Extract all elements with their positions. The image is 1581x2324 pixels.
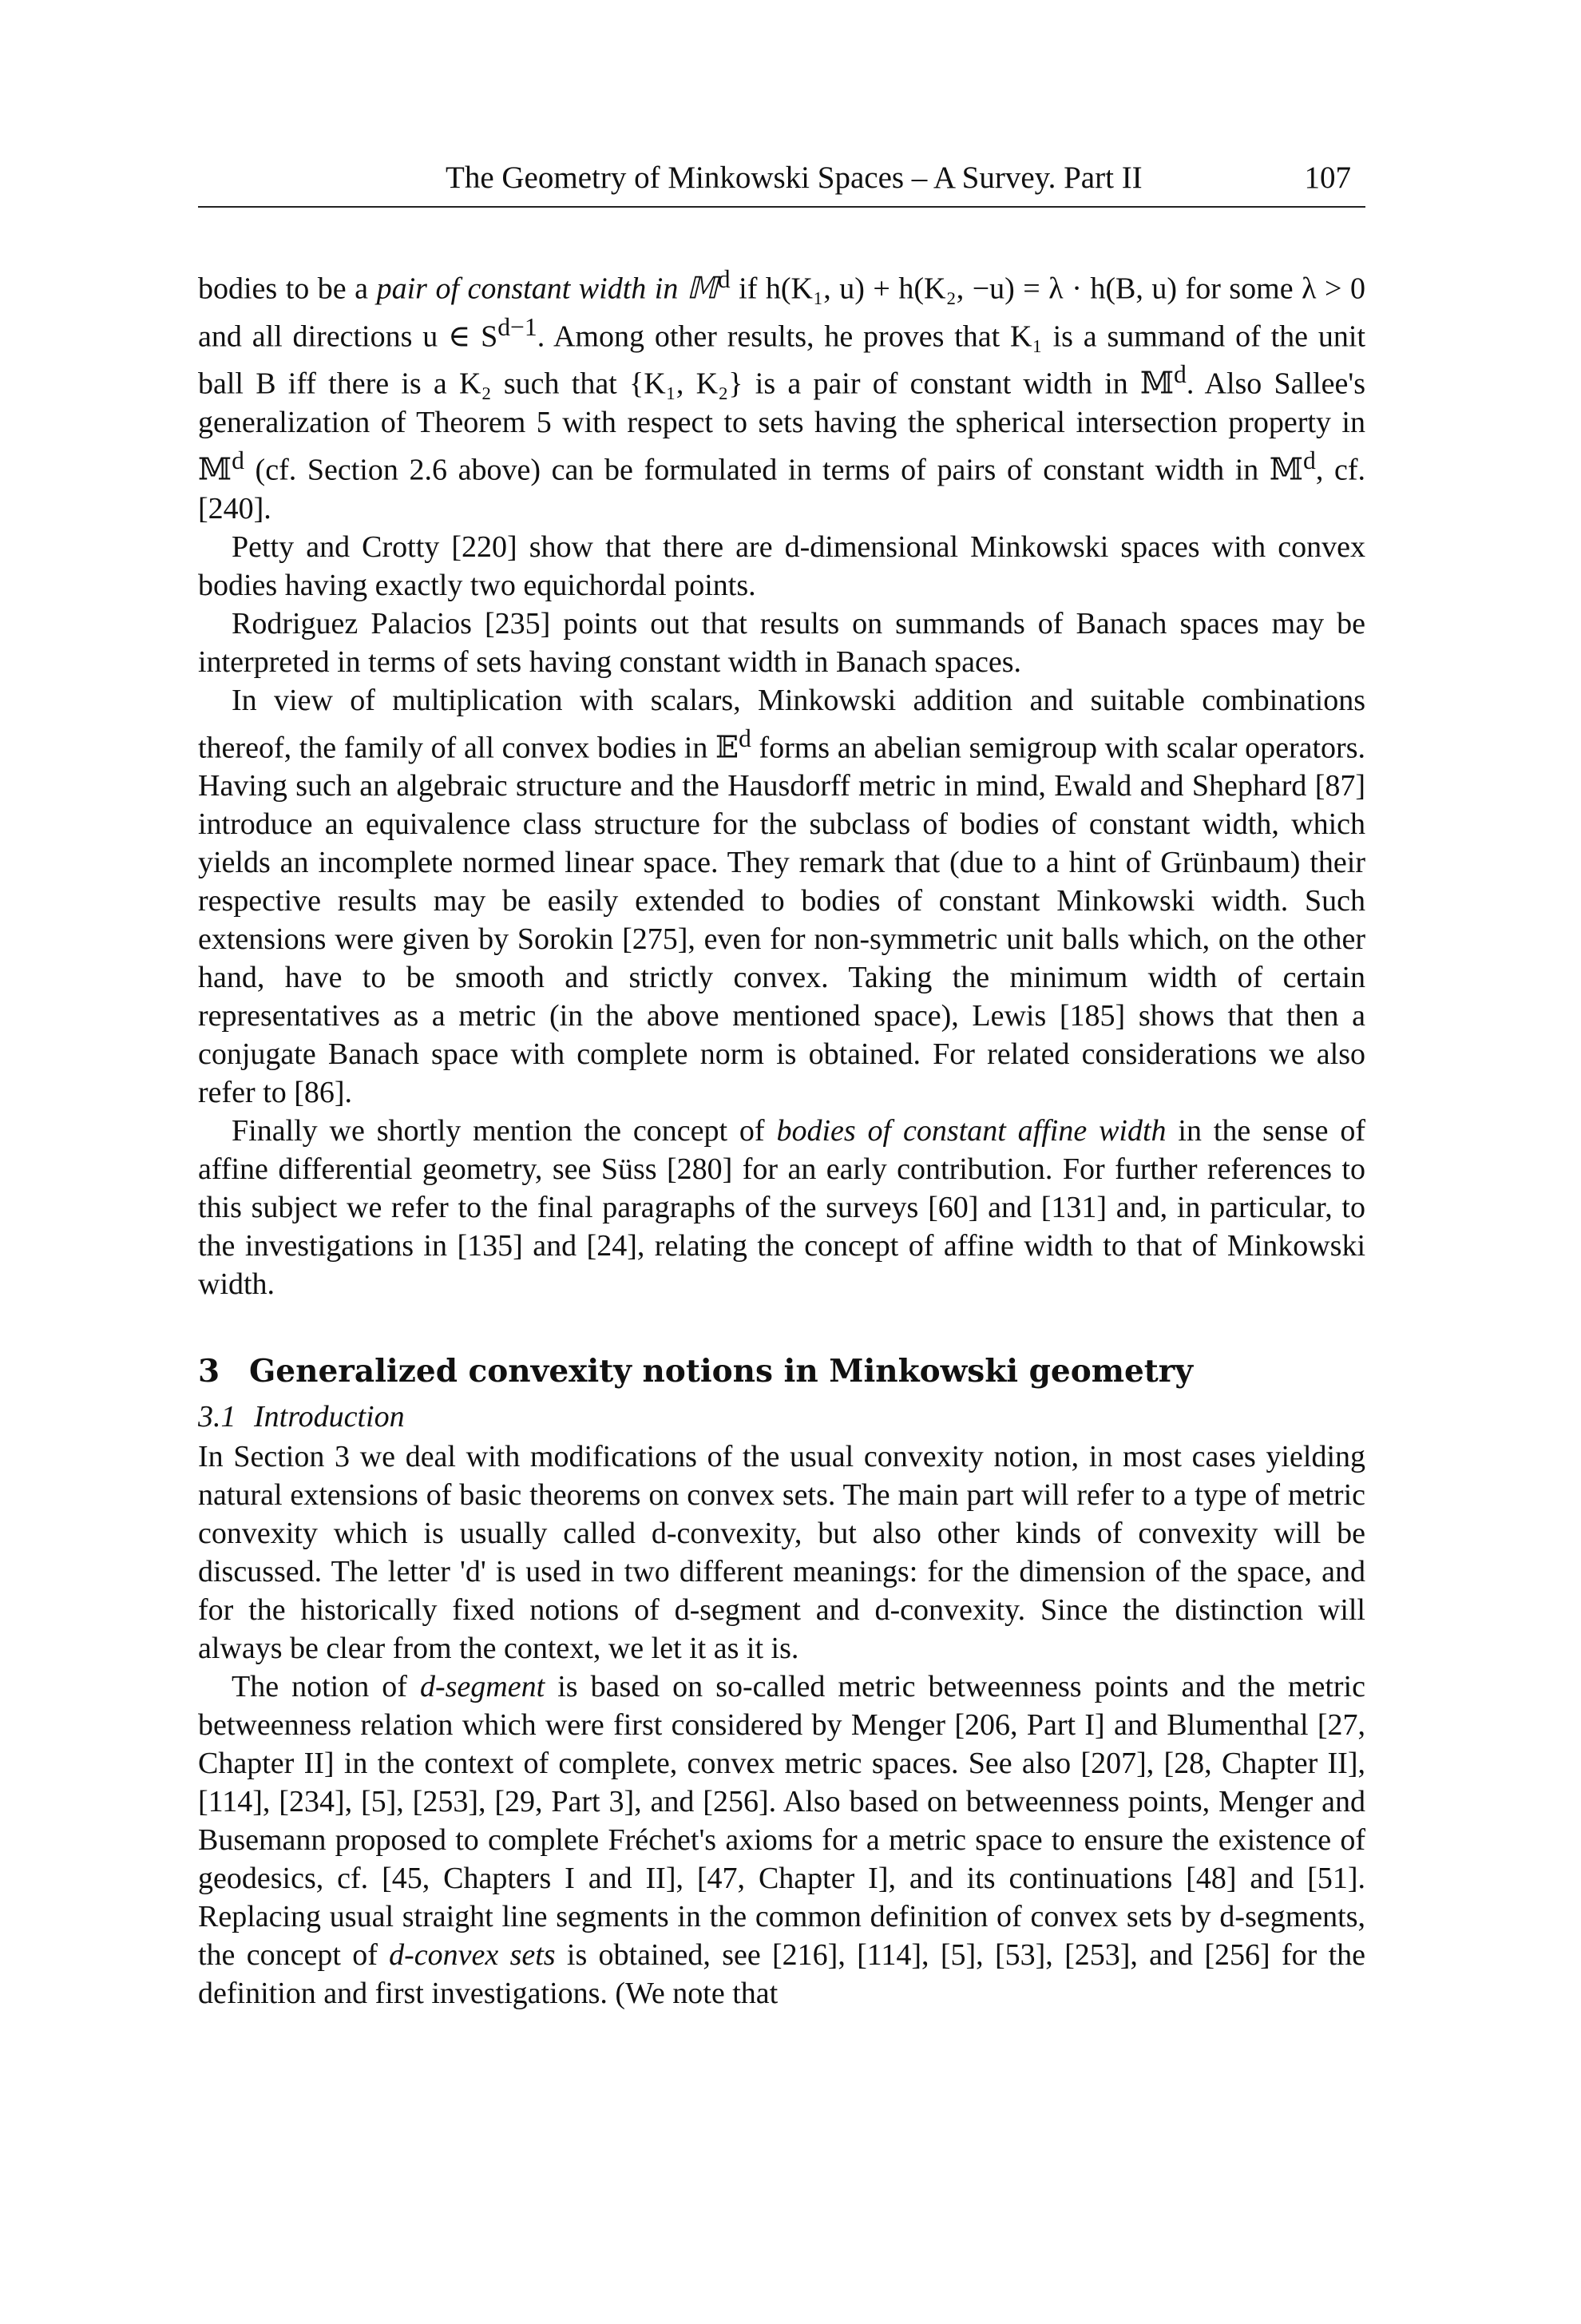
running-header [198, 160, 1365, 208]
paragraph-2: Petty and Crotty [220] show that there are d-dimensional Minkowski spaces with convex bodies having exactly two equichordal points. [198, 529, 1365, 602]
subsection-number: 3.1 [198, 1400, 236, 1434]
paragraph-6: In Section 3 we deal with modifications of the usual convexity notion, in most cases yielding natural extensions of basic theorems on convex sets. The main part will refer to a type of metric convexity which is usually called d-convexity, but also other kinds of convexity will be discussed. The letter 'd' is used in two different meanings: for the dimension of the space, and for the historically fixed notions of d-segment and d-convexity. Since the distinction will always be clear from the context, we let it as it is. [198, 1440, 1365, 1666]
section-number: 3 [198, 1353, 220, 1390]
paragraph-4: In view of multiplication with scalars, Minkowski addition and suitable combinations thereof, the family of all convex bodies in 𝔼$^d$ forms an abelian semigroup with scalar operators. Having such an algebraic structure and the Hausdorff metric in mind, Ewald and Shephard [87] introduce an equivalence class structure for the subclass of bodies of constant width, which yields an incomplete normed linear space. They remark that (due to a hint of Grünbaum) their respective results may be easily extended to bodies of constant Minkowski width. Such extensions were given by Sorokin [275], even for non-symmetric unit balls which, on the other hand, have to be smooth and strictly convex. Taking the minimum width of certain representatives as a metric (in the above mentioned space), Lewis [185] shows that then a conjugate Banach space with complete norm is obtained. For related considerations we also refer to [86]. [198, 683, 1365, 1110]
page-body [198, 260, 1365, 2013]
section-heading [198, 1351, 1365, 1391]
page-number: 107 [1304, 161, 1351, 195]
paragraph-1: bodies to be a pair of constant width in 𝕄$^d$ if h(K₁, u) + h(K₂, −u) = λ · h(B, u) for some λ > 0 and all directions u ∈ $S^{d-1}$. Among other results, he proves that K₁ is a summand of the unit ball B iff there is a K₂ such that {K₁, K₂} is a pair of constant width in 𝕄$^d$. Also Sallee's generalization of Theorem 5 with respect to sets having the spherical intersection property in 𝕄$^d$ (cf. Section 2.6 above) can be formulated in terms of pairs of constant width in 𝕄$^d$, cf. [240]. [198, 265, 1365, 525]
running-title: The Geometry of Minkowski Spaces – A Survey. Part II [446, 161, 1143, 195]
paragraph-3: Rodriguez Palacios [235] points out that results on summands of Banach spaces may be interpreted in terms of sets having constant width in Banach spaces. [198, 606, 1365, 679]
subsection-title: Introduction [254, 1400, 405, 1434]
paragraph-7: The notion of d-segment is based on so-called metric betweenness points and the metric betweenness relation which were first considered by Menger [206, Part I] and Blumenthal [27, Chapter II] in the context of complete, convex metric spaces. See also [207], [28, Chapter II], [114], [234], [5], [253], [29, Part 3], and [256]. Also based on betweenness points, Menger and Busemann proposed to complete Fréchet's axioms for a metric space to ensure the existence of geodesics, cf. [45, Chapters I and II], [47, Chapter I], and its continuations [48] and [51]. Replacing usual straight line segments in the common definition of convex sets by d-segments, the concept of d-convex sets is obtained, see [216], [114], [5], [53], [253], and [256] for the definition and first investigations. (We note that [198, 1670, 1366, 2011]
paragraph-5: Finally we shortly mention the concept of bodies of constant affine width in the sense of affine differential geometry, see Süss [280] for an early contribution. For further references to this subject we refer to the final paragraphs of the surveys [60] and [131] and, in particular, to the investigations in [135] and [24], relating the concept of affine width to that of Minkowski width. [198, 1114, 1365, 1302]
section-title: Generalized convexity notions in Minkowski geometry [249, 1353, 1194, 1390]
subsection-heading [198, 1396, 1365, 1438]
